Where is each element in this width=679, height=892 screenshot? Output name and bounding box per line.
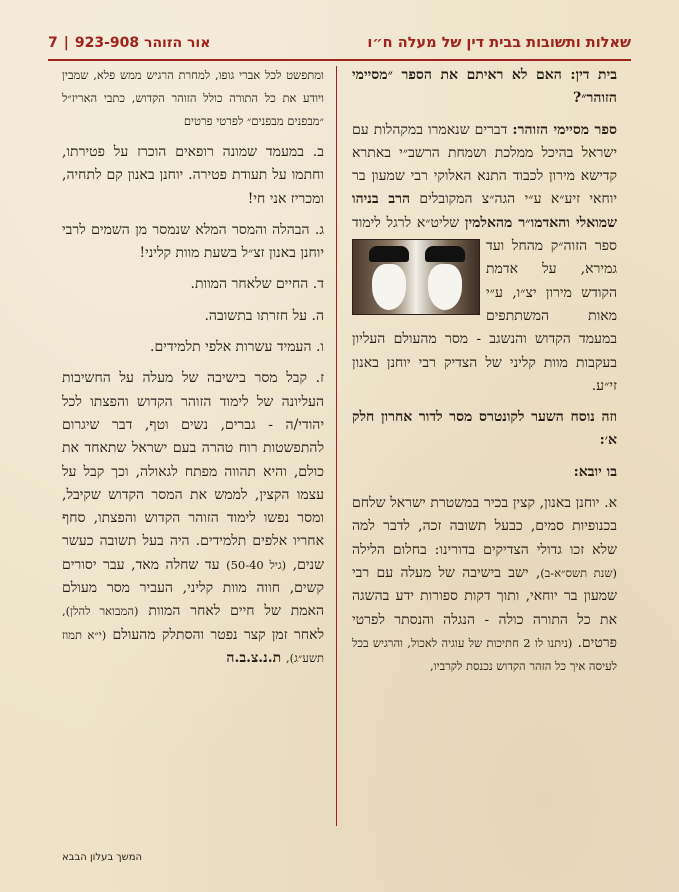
header-meta: [48, 35, 210, 51]
item-alef-note: (ניתנו לו 2 חתיכות של עוגיה לאכול, והרגיש בכל לעיסה איך כל הזהר הקדוש נכנסת לקרביו,: [352, 635, 617, 674]
item-he: ה. על חזרתו בתשובה.: [204, 307, 324, 324]
question-text: האם לא ראיתם את הספר ״מסיימי הזוהר״?: [352, 67, 617, 107]
page-header: [48, 28, 631, 58]
continued-footer: המשך בעלון הבבא: [62, 852, 143, 863]
column-divider: [336, 66, 337, 826]
header-separator: |: [63, 35, 69, 51]
answer-label: ספר מסיימי הזוהר:: [512, 121, 617, 138]
item-zayin-age: (גיל 50-40): [226, 557, 287, 572]
item-alef-text-2: , ישב בישיבה של מעלה עם רבי שמעון בר יוחאי, ותוך דקות ספורות ידע בהשגה את כל התורה כולה - הנגלה והנסתר לפרטי פרטים.: [352, 564, 617, 651]
beard-right: [428, 264, 462, 310]
booklet-heading: וזה נוסח השער לקונטרס מסר לדור אחרון חלק א׳:: [352, 409, 617, 449]
header-source: אור הזוהר 923-908: [74, 35, 211, 51]
header-title: שאלות ותשובות בבית דין של מעלה ח״ו: [367, 35, 631, 51]
rabbis-photo: [352, 239, 480, 315]
item-zayin-ref: (המבואר להלן),: [62, 604, 139, 619]
question-paragraph: [352, 64, 617, 111]
contents-label: בו יובא:: [573, 463, 617, 480]
right-column: [352, 64, 617, 686]
item-dalet: ד. החיים שלאחר המוות.: [190, 276, 324, 293]
hat-right: [425, 246, 465, 262]
item-alef-text-1: א. יוחנן באנון, קצין בכיר במשטרת ישראל שלחם בכנופיות סמים, כבעל תשובה זכה, לדבר למה שלא זכו גדולי הצדיקים בדורינו: בחלום הלילה: [352, 495, 617, 558]
item-zayin-text-2: עד שחלה מאד, עבר יסורים קשים, חווה מוות קליני, העביר מסר מעולם האמת של חיים לאחר המוות: [62, 556, 324, 620]
item-gimel: ג. הבהלה והמסר המלא שנמסר מן השמים לרבי יוחנן באנון זצ״ל בשעת מוות קליני!: [62, 221, 324, 262]
page-number: 7: [48, 35, 58, 51]
item-bet: ב. במעמד שמונה רופאים הוכרז על פטירתו, וחתמו על תעודת פטירה. יוחנן באנון קם לתחיה, ומכריז אני חי!: [62, 144, 324, 207]
answer-text-2: שליט״א לרגל לימוד ספר הזוה״ק מהחל ועד גמירא, על אדמת הקודש מירון יצ״ו, ע״י מאות המשתתפים במעמד הקדוש והנשגב - מסר מהעולם העליון בעקבות מוות קליני של הצדיק רבי יוחנן באנון זי״ע.: [352, 214, 617, 394]
item-zayin-end: ת.נ.צ.ב.ה: [226, 649, 287, 666]
item-zayin-date: (י״א תמוז תשע״ג),: [62, 627, 324, 665]
answer-paragraph: [352, 119, 617, 399]
answer-text-1: דברים שנאמרו במקהלות עם ישראל בהיכל ממלכת ושמחת הרשב״י באתרא קדישא מירון לכבוד התנא האלוקי רבי שמעון בר יוחאי זיע״א ע״י הגה״צ המקובלים: [352, 121, 617, 208]
answer-rabbis: הרב בניהו שמואלי והאדמו״ר מהאלמין: [352, 191, 617, 231]
item-alef-year: (שנת תשס״א-ב): [540, 565, 617, 580]
header-rule: [48, 59, 631, 61]
item-zayin-text-1: ז. קבל מסר בישיבה של מעלה על החשיבות העליונה של לימוד הזוהר הקדוש והפצתו לכל יהודי/ה - גברים, נשים וטף, דבר שיגרום להתפשטות רוח טהרה בעם ישראל שתאחד את כולם, והיא תהווה מפתח לגאולה, וכך קבל על עצמו הקצין, לממש את המסר הקדוש שקיבל, ומסר נפשו לימוד הזוהר הקדוש והפצתו, סחף אחריו אלפים תלמידים. היה בעל תשובה כעשר שנים,: [62, 370, 324, 573]
item-alef: [352, 492, 617, 678]
item-zayin: [62, 367, 324, 670]
hat-left: [369, 246, 409, 262]
question-label: בית דין:: [570, 67, 617, 83]
item-vav: ו. העמיד עשרות אלפי תלמידים.: [150, 339, 324, 356]
continued-note: ומתפשט לכל אברי גופו, למחרת הרגיש ממש פלא, שמבין ויודע את כל התורה כולל הזוהר הקדוש, כתבי האריז״ל ״מבפנים מבפנים״ לפרטי פרטים: [62, 68, 324, 128]
beard-left: [372, 264, 406, 310]
item-zayin-text-3: לאחר זמן קצר נפטר והסתלק מהעולם: [106, 626, 325, 643]
left-column: [62, 64, 324, 678]
